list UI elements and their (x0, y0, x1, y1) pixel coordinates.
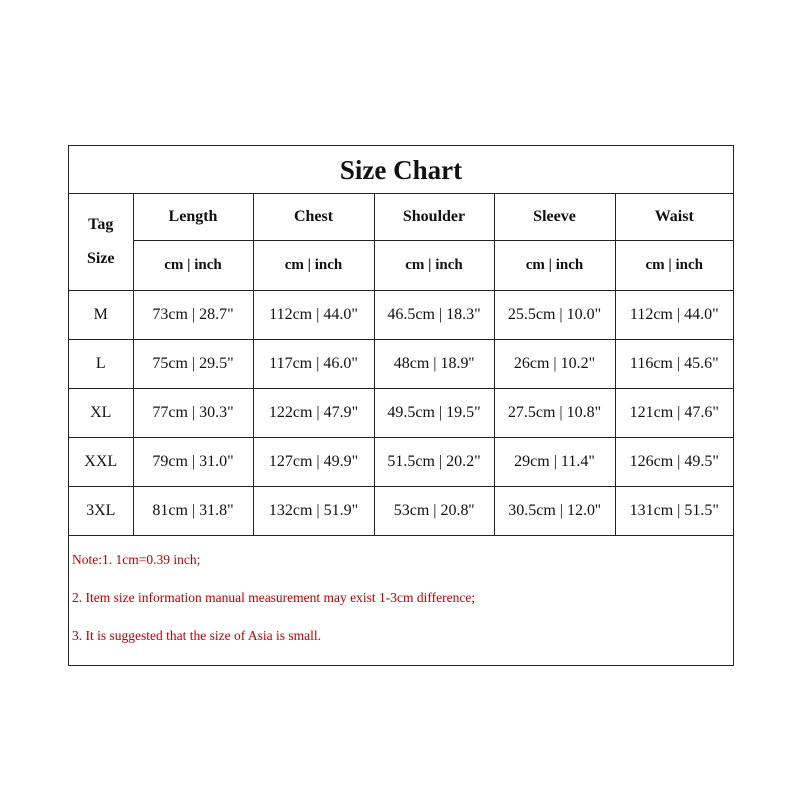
unit-label: cm | inch (253, 241, 374, 291)
table-row-3xl (69, 487, 733, 536)
table-cell: 112cm | 44.0" (615, 291, 733, 340)
table-cell: 121cm | 47.6" (615, 389, 733, 438)
table-row-m (69, 291, 733, 340)
table-cell: 27.5cm | 10.8" (494, 389, 615, 438)
note-3: 3. It is suggested that the size of Asia is small. (72, 628, 321, 643)
table-cell: 127cm | 49.9" (253, 438, 374, 487)
column-header-length: Length (133, 194, 253, 241)
table-cell: 25.5cm | 10.0" (494, 291, 615, 340)
table-cell: 116cm | 45.6" (615, 340, 733, 389)
table-cell: 131cm | 51.5" (615, 487, 733, 536)
note-1: Note:1. 1cm=0.39 inch; (72, 552, 201, 567)
table-cell: 73cm | 28.7" (133, 291, 253, 340)
unit-row (69, 241, 733, 291)
table-cell: 51.5cm | 20.2" (374, 438, 494, 487)
table-row-l (69, 340, 733, 389)
table-cell: 29cm | 11.4" (494, 438, 615, 487)
column-header-chest: Chest (253, 194, 374, 241)
size-chart (68, 145, 734, 666)
table-cell: 46.5cm | 18.3" (374, 291, 494, 340)
column-header-shoulder: Shoulder (374, 194, 494, 241)
table-cell: 122cm | 47.9" (253, 389, 374, 438)
table-cell: 77cm | 30.3" (133, 389, 253, 438)
unit-label: cm | inch (133, 241, 253, 291)
table-cell: 117cm | 46.0" (253, 340, 374, 389)
table-cell: 75cm | 29.5" (133, 340, 253, 389)
unit-label: cm | inch (494, 241, 615, 291)
size-cell: M (69, 291, 133, 340)
table-cell: 126cm | 49.5" (615, 438, 733, 487)
chart-title: Size Chart (69, 146, 733, 194)
unit-label: cm | inch (615, 241, 733, 291)
unit-label: cm | inch (374, 241, 494, 291)
size-label: Size (86, 250, 115, 267)
size-cell: 3XL (69, 487, 133, 536)
table-row-xxl (69, 438, 733, 487)
table-cell: 53cm | 20.8'' (374, 487, 494, 536)
table-cell: 49.5cm | 19.5" (374, 389, 494, 438)
column-header-sleeve: Sleeve (494, 194, 615, 241)
header-row (69, 194, 733, 241)
table-cell: 81cm | 31.8" (133, 487, 253, 536)
size-cell: XL (69, 389, 133, 438)
table-cell: 132cm | 51.9" (253, 487, 374, 536)
notes-section (69, 536, 733, 646)
size-cell: L (69, 340, 133, 389)
size-table (69, 194, 733, 536)
column-header-waist: Waist (615, 194, 733, 241)
note-2: 2. Item size information manual measurement may exist 1-3cm difference; (72, 590, 476, 605)
table-cell: 30.5cm | 12.0'' (494, 487, 615, 536)
table-cell: 26cm | 10.2" (494, 340, 615, 389)
tag-size-header (69, 194, 133, 291)
size-cell: XXL (69, 438, 133, 487)
table-cell: 48cm | 18.9'' (374, 340, 494, 389)
table-cell: 79cm | 31.0" (133, 438, 253, 487)
table-cell: 112cm | 44.0" (253, 291, 374, 340)
table-row-xl (69, 389, 733, 438)
tag-label: Tag (88, 216, 114, 233)
